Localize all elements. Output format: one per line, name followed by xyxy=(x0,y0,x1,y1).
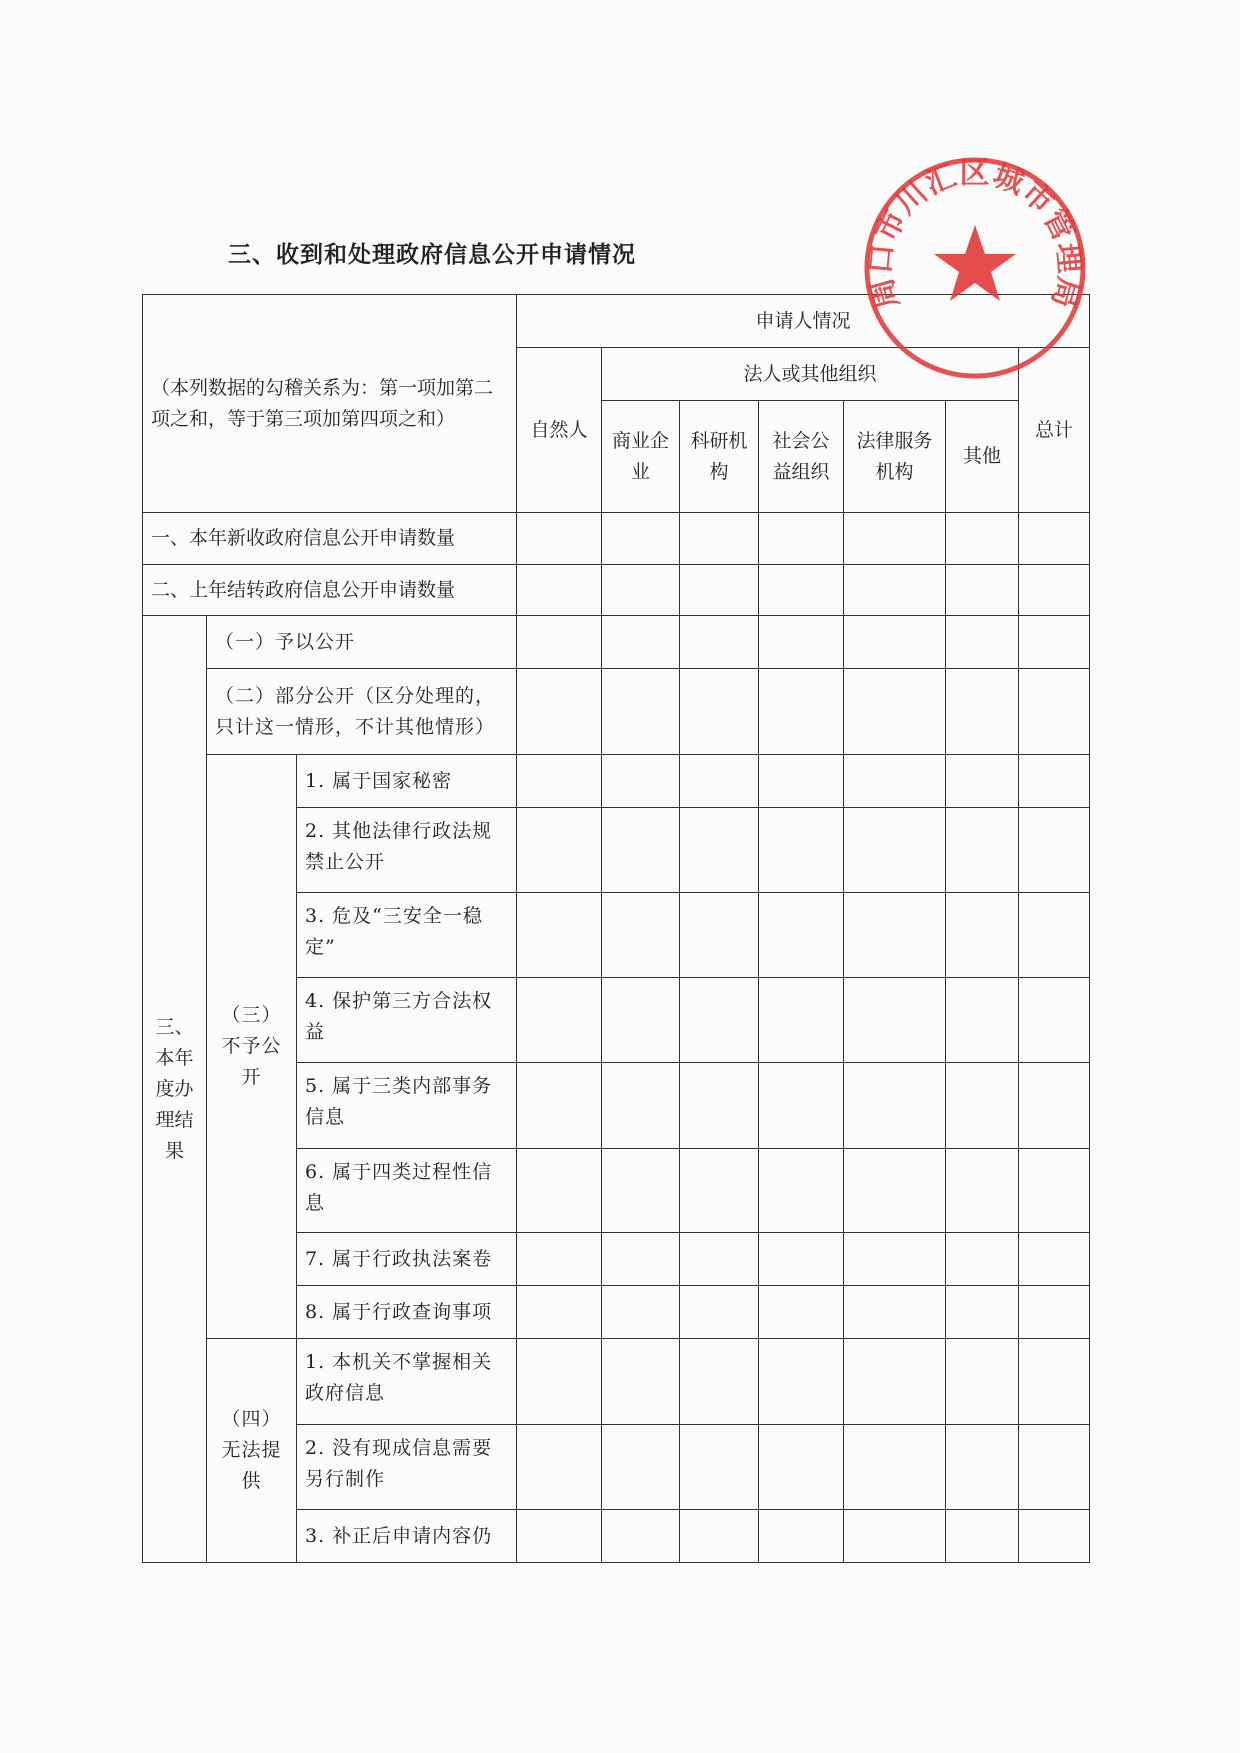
legal-service-header: 法律服务机构 xyxy=(844,401,946,513)
unable-item: 2. 没有现成信息需要另行制作 xyxy=(297,1425,517,1510)
not-open-item: 6. 属于四类过程性信息 xyxy=(297,1149,517,1233)
seal-text: 周口市川汇区城市管理局 xyxy=(863,156,1087,313)
not-open-item: 5. 属于三类内部事务信息 xyxy=(297,1063,517,1149)
result-group-label: 三、本年度办理结果 xyxy=(143,616,207,1563)
relation-note: （本列数据的勾稽关系为：第一项加第二项之和，等于第三项加第四项之和） xyxy=(143,295,517,513)
unable-group-label: （四）无法提供 xyxy=(207,1339,297,1563)
other-header: 其他 xyxy=(946,401,1019,513)
total-header: 总计 xyxy=(1019,348,1090,513)
row-open-label: （一）予以公开 xyxy=(207,616,517,669)
social-header: 社会公益组织 xyxy=(759,401,844,513)
not-open-item: 1. 属于国家秘密 xyxy=(297,755,517,808)
unable-item: 3. 补正后申请内容仍 xyxy=(297,1510,517,1563)
legal-org-header: 法人或其他组织 xyxy=(602,348,1019,401)
research-header: 科研机构 xyxy=(680,401,759,513)
not-open-group-label: （三）不予公开 xyxy=(207,755,297,1339)
row-new-label: 一、本年新收政府信息公开申请数量 xyxy=(143,513,517,565)
not-open-item: 2. 其他法律行政法规禁止公开 xyxy=(297,808,517,893)
not-open-item: 4. 保护第三方合法权益 xyxy=(297,978,517,1063)
row-carry-label: 二、上年结转政府信息公开申请数量 xyxy=(143,565,517,616)
row-partial-label: （二）部分公开（区分处理的，只计这一情形，不计其他情形） xyxy=(207,669,517,755)
not-open-item: 3. 危及“三安全一稳定” xyxy=(297,893,517,978)
official-seal xyxy=(862,155,1088,381)
natural-person-header: 自然人 xyxy=(517,348,602,513)
unable-item: 1. 本机关不掌握相关政府信息 xyxy=(297,1339,517,1425)
not-open-item: 8. 属于行政查询事项 xyxy=(297,1286,517,1339)
business-header: 商业企业 xyxy=(602,401,680,513)
disclosure-table xyxy=(142,294,1090,1563)
seal-star-icon xyxy=(934,225,1016,301)
section-title: 三、收到和处理政府信息公开申请情况 xyxy=(228,242,636,268)
applicant-header: 申请人情况 xyxy=(517,295,1090,348)
not-open-item: 7. 属于行政执法案卷 xyxy=(297,1233,517,1286)
